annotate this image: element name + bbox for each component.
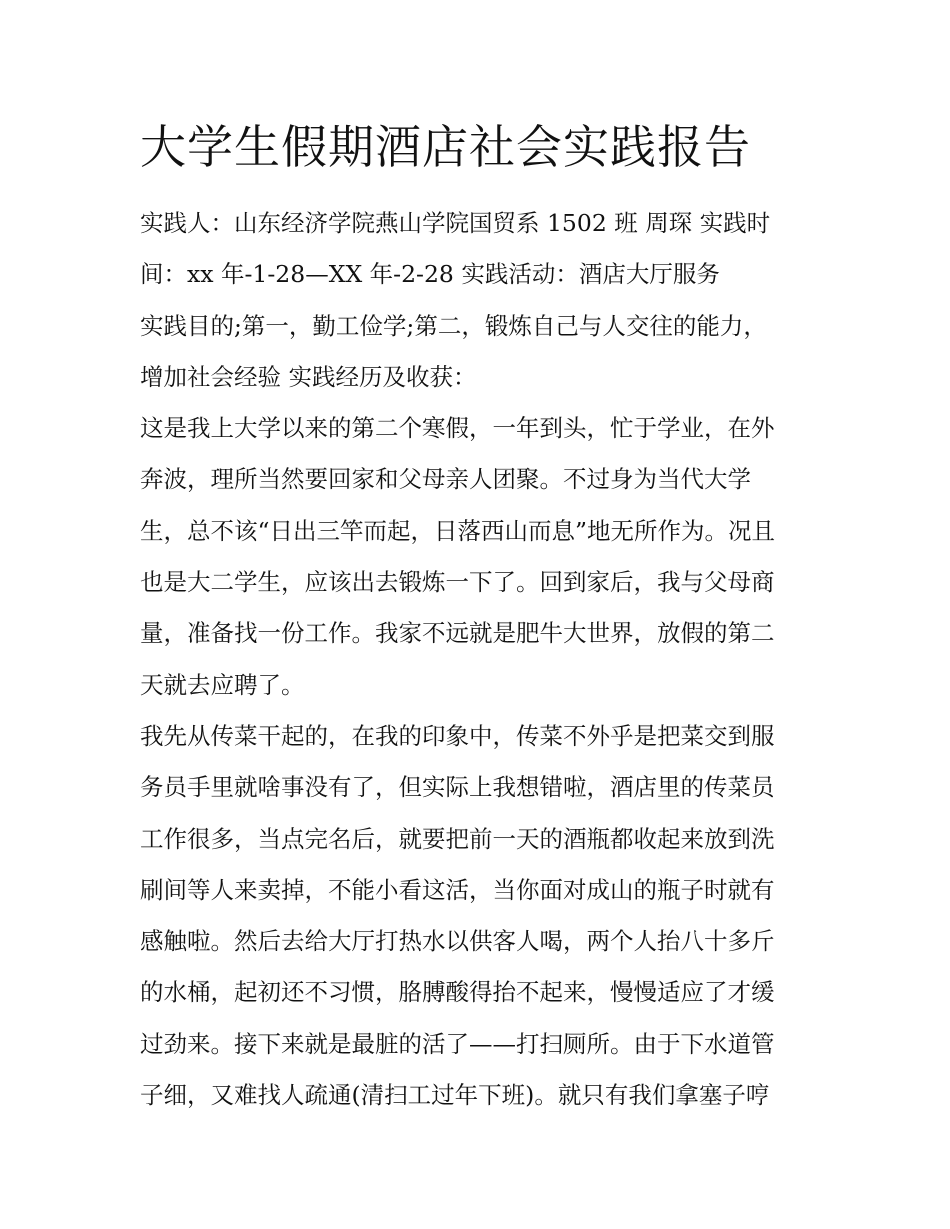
text-line: 这是我上大学以来的第二个寒假，一年到头，忙于学业，在外: [140, 414, 775, 443]
document-body: [140, 198, 820, 1121]
text-line: 生，总不该“日出三竿而起，日落西山而息”地无所作为。况且: [140, 516, 776, 545]
text-line: 感触啦。然后去给大厅打热水以供客人喝，两个人抬八十多斤: [140, 927, 775, 956]
text-line: 过劲来。接下来就是最脏的活了——打扫厕所。由于下水道管: [140, 1029, 775, 1058]
text-line: 刷间等人来卖掉，不能小看这活，当你面对成山的瓶子时就有: [140, 875, 775, 904]
text-line: 天就去应聘了。: [140, 670, 305, 699]
text-line: 实践目的;第一，勤工俭学;第二，锻炼自己与人交往的能力，: [140, 311, 767, 340]
text-line: 间：xx 年-1-28—XX 年-2-28 实践活动：酒店大厅服务: [140, 260, 720, 289]
text-line: 奔波，理所当然要回家和父母亲人团聚。不过身为当代大学: [140, 465, 751, 494]
text-line: 实践人：山东经济学院燕山学院国贸系 1502 班 周琛 实践时: [140, 209, 771, 237]
text-line: 子细，又难找人疏通(清扫工过年下班)。就只有我们拿塞子哼: [140, 1081, 770, 1110]
text-line: 的水桶，起初还不习惯，胳膊酸得抬不起来，慢慢适应了才缓: [140, 978, 775, 1007]
text-line: 我先从传菜干起的，在我的印象中，传菜不外乎是把菜交到服: [140, 721, 775, 750]
text-line: 务员手里就啥事没有了，但实际上我想错啦，酒店里的传菜员: [140, 773, 775, 802]
text-line: 量，准备找一份工作。我家不远就是肥牛大世界，放假的第二: [140, 619, 775, 648]
document-title: 大学生假期酒店社会实践报告: [140, 120, 751, 174]
text-line: 增加社会经验 实践经历及收获：: [140, 362, 477, 391]
text-line: 工作很多，当点完名后，就要把前一天的酒瓶都收起来放到洗: [140, 824, 775, 853]
text-line: 也是大二学生，应该出去锻炼一下了。回到家后，我与父母商: [140, 568, 775, 597]
